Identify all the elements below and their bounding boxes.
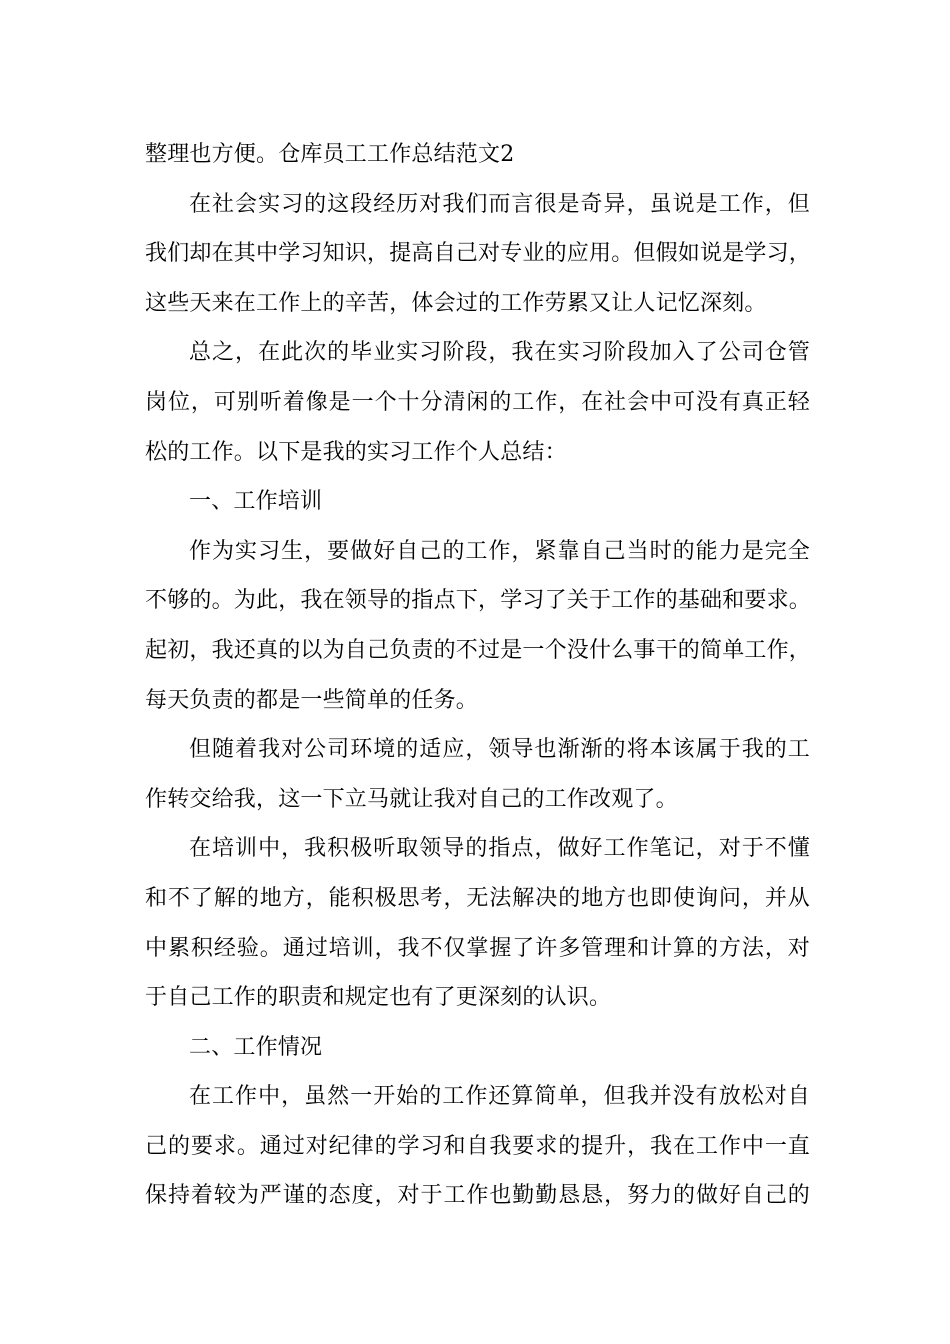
text-line: 在工作中，虽然一开始的工作还算简单，但我并没有放松对自 — [189, 1084, 810, 1110]
text-line: 整理也方便。仓库员工工作总结范文2 — [145, 142, 515, 167]
text-line: 和不了解的地方，能积极思考，无法解决的地方也即使询问，并从 — [145, 885, 810, 911]
document-body — [145, 130, 810, 1221]
text-line: 但随着我对公司环境的适应，领导也渐渐的将本该属于我的工 — [189, 737, 810, 763]
text-line: 己的要求。通过对纪律的学习和自我要求的提升，我在工作中一直 — [145, 1133, 810, 1159]
section-heading: 一、工作培训 — [189, 489, 323, 515]
text-line: 总之，在此次的毕业实习阶段，我在实习阶段加入了公司仓管 — [189, 340, 810, 366]
text-line: 保持着较为严谨的态度，对于工作也勤勤恳恳，努力的做好自己的 — [145, 1183, 810, 1209]
text-line: 中累积经验。通过培训，我不仅掌握了许多管理和计算的方法，对 — [145, 935, 810, 961]
text-line: 每天负责的都是一些简单的任务。 — [145, 687, 479, 713]
text-line: 于自己工作的职责和规定也有了更深刻的认识。 — [145, 985, 612, 1011]
text-line: 这些天来在工作上的辛苦，体会过的工作劳累又让人记忆深刻。 — [145, 290, 767, 316]
text-line: 在社会实习的这段经历对我们而言很是奇异，虽说是工作，但 — [189, 191, 810, 217]
text-line: 起初，我还真的以为自己负责的不过是一个没什么事干的简单工作， — [145, 637, 812, 663]
text-line: 在培训中，我积极听取领导的指点，做好工作笔记，对于不懂 — [189, 836, 810, 862]
text-line: 作为实习生，要做好自己的工作，紧靠自己当时的能力是完全 — [189, 538, 810, 564]
text-line: 不够的。为此，我在领导的指点下，学习了关于工作的基础和要求。 — [145, 588, 812, 614]
section-heading: 二、工作情况 — [189, 1034, 323, 1060]
text-line: 作转交给我，这一下立马就让我对自己的工作改观了。 — [145, 786, 678, 812]
text-line: 岗位，可别听着像是一个十分清闲的工作，在社会中可没有真正轻 — [145, 389, 810, 415]
text-line: 松的工作。以下是我的实习工作个人总结： — [145, 439, 567, 465]
text-line: 我们却在其中学习知识，提高自己对专业的应用。但假如说是学习， — [145, 241, 812, 267]
